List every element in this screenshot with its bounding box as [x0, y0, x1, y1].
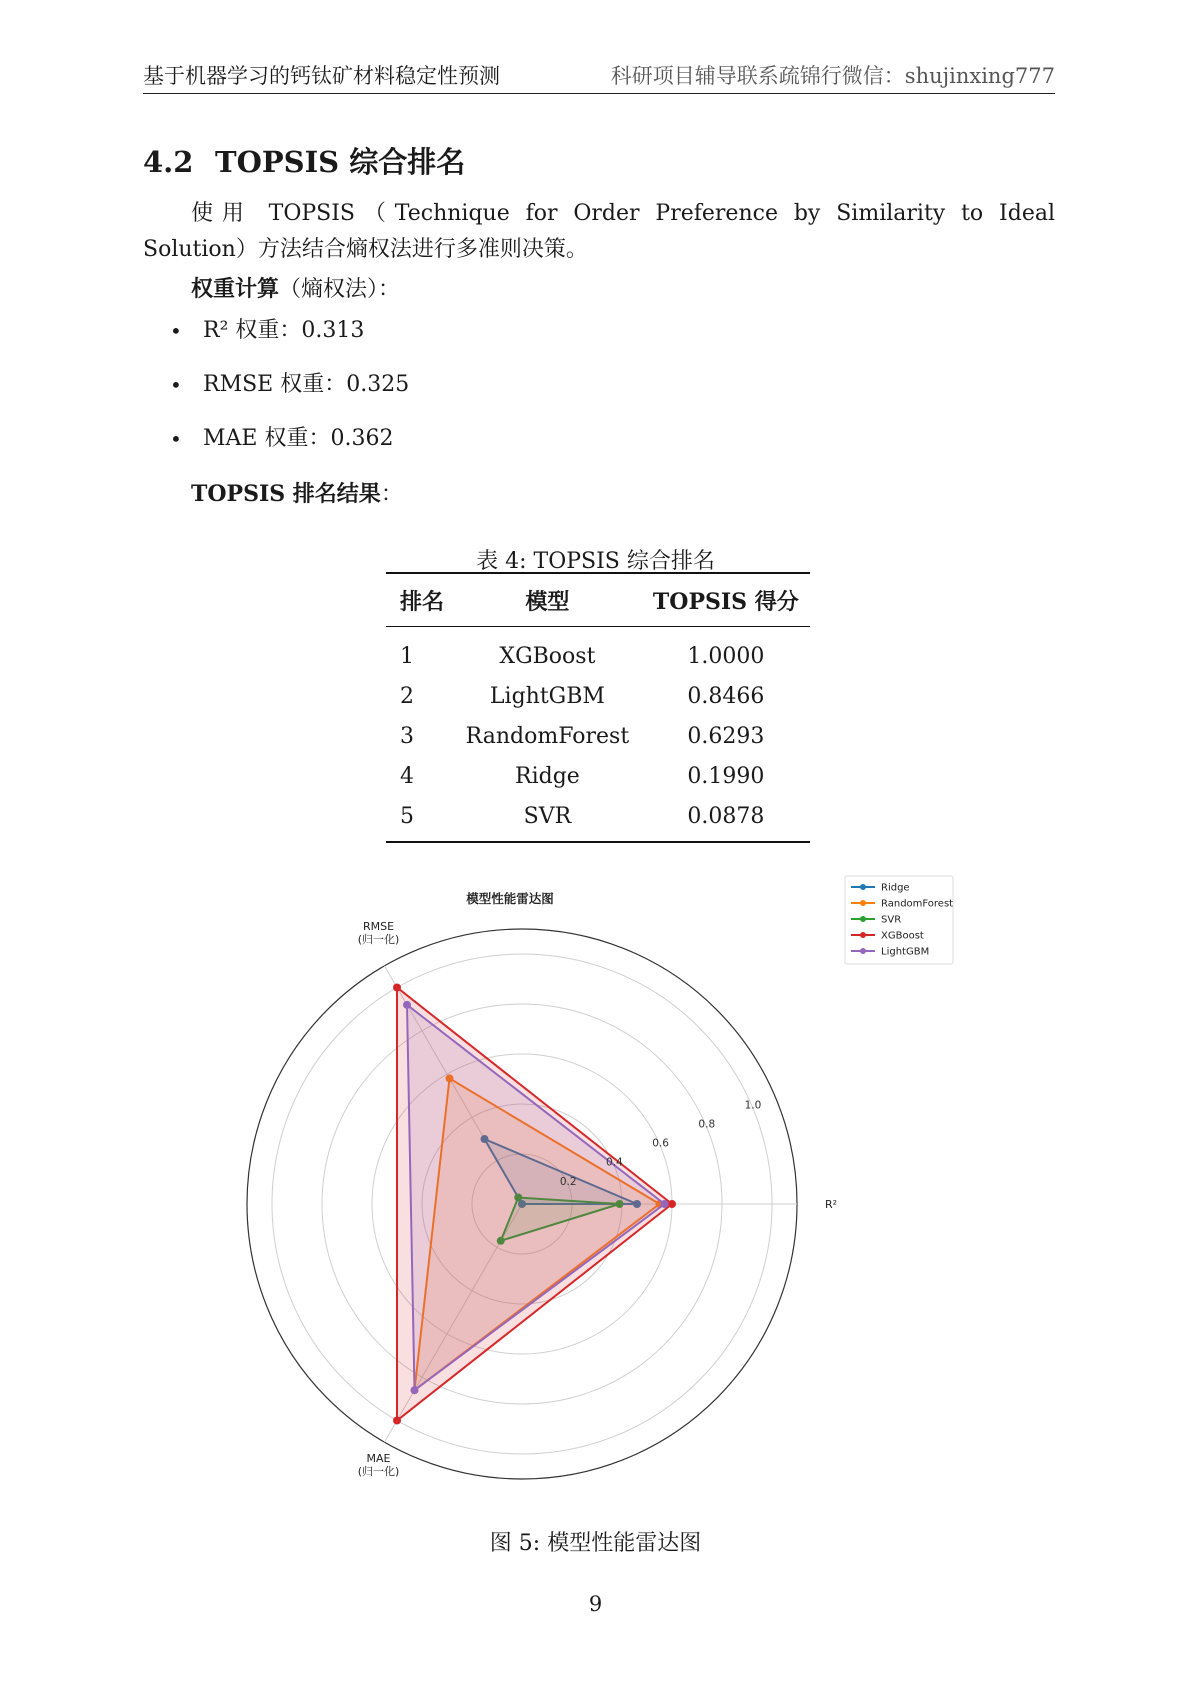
legend-marker	[860, 932, 866, 938]
results-heading-rest: ：	[380, 482, 403, 507]
radial-tick-label: 0.6	[652, 1137, 669, 1150]
bullet-icon: •	[170, 373, 182, 397]
legend-marker	[860, 900, 866, 906]
header-contact: 科研项目辅导联系疏锦行微信：shujinxing777	[610, 64, 1055, 88]
cell-model: LightGBM	[489, 683, 605, 709]
radial-tick-label: 0.4	[606, 1156, 623, 1169]
bullet-icon: •	[170, 427, 182, 451]
page-number: 9	[588, 1592, 603, 1616]
data-point	[411, 1386, 419, 1394]
legend-label: XGBoost	[881, 930, 924, 942]
legend-label: Ridge	[881, 882, 910, 894]
cell-rank: 5	[400, 803, 414, 829]
weights-heading-rest: （熵权法）：	[279, 277, 401, 302]
legend-marker	[860, 916, 866, 922]
cell-rank: 1	[400, 643, 414, 669]
cell-score: 0.0878	[687, 803, 765, 829]
weight-rmse: RMSE 权重：0.325	[203, 372, 410, 397]
cell-rank: 4	[400, 763, 414, 789]
bullet-icon: •	[170, 319, 182, 343]
radar-series	[393, 983, 676, 1424]
axis-label: RMSE (归一化)	[357, 919, 400, 946]
results-heading-bold: TOPSIS 排名结果	[191, 481, 381, 507]
figure-caption: 图 5: 模型性能雷达图	[489, 1531, 702, 1556]
weight-mae: MAE 权重：0.362	[203, 426, 394, 451]
cell-score: 0.8466	[687, 683, 765, 709]
header-title: 基于机器学习的钙钛矿材料稳定性预测	[143, 64, 500, 88]
header-rank: 排名	[400, 588, 445, 615]
data-point	[661, 1200, 669, 1208]
legend-label: SVR	[881, 914, 902, 926]
series-lightgbm-area	[407, 1005, 665, 1390]
data-point	[393, 983, 401, 991]
radial-tick-label: 0.2	[559, 1175, 577, 1188]
table-caption: 表 4: TOPSIS 综合排名	[476, 549, 715, 574]
cell-model: RandomForest	[465, 723, 630, 749]
intro-paragraph: 使用 TOPSIS（Technique for Order Preference by Similarity to Ideal Solution）方法结合熵权法进行多准则决策。	[143, 201, 1055, 262]
cell-rank: 3	[400, 723, 414, 749]
axis-label: MAE (归一化)	[357, 1452, 400, 1479]
cell-score: 0.6293	[687, 723, 765, 749]
chart-legend	[845, 876, 953, 964]
axis-label: R²	[825, 1198, 838, 1211]
chart-title: 模型性能雷达图	[466, 891, 554, 906]
cell-model: Ridge	[515, 763, 580, 789]
legend-label: LightGBM	[881, 946, 930, 958]
radial-tick-label: 1.0	[744, 1099, 762, 1112]
section-number: 4.2	[143, 145, 194, 179]
data-point	[668, 1200, 676, 1208]
header-model: 模型	[525, 588, 570, 615]
legend-label: RandomForest	[881, 898, 954, 910]
cell-score: 1.0000	[687, 643, 765, 669]
section-title: TOPSIS 综合排名	[215, 145, 466, 179]
data-point	[393, 1417, 401, 1425]
cell-model: SVR	[523, 803, 572, 829]
cell-score: 0.1990	[687, 763, 765, 789]
weights-heading-bold: 权重计算	[191, 276, 280, 302]
legend-marker	[860, 948, 866, 954]
cell-rank: 2	[400, 683, 414, 709]
cell-model: XGBoost	[499, 643, 596, 669]
radial-tick-label: 0.8	[698, 1118, 716, 1131]
header-score: TOPSIS 得分	[652, 588, 799, 615]
legend-marker	[860, 884, 866, 890]
weight-r2: R² 权重：0.313	[203, 318, 365, 343]
data-point	[403, 1001, 411, 1009]
